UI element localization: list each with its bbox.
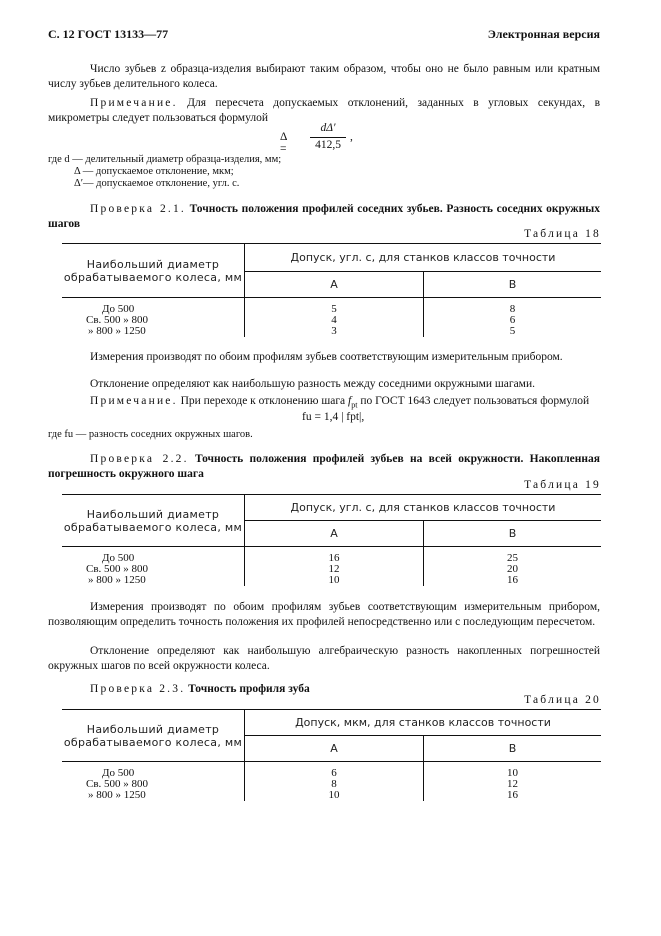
table20-header-a: А: [245, 736, 424, 762]
section1-note-text: При переходе к отклонению шага: [180, 395, 346, 407]
table20-header-tolerance: Допуск, мкм, для станков классов точности: [245, 710, 602, 736]
table18-header-b: В: [424, 272, 602, 298]
table20-row2-a: 8: [245, 779, 424, 790]
table18-row1-b: 8: [509, 302, 516, 315]
section1-note-label: Примечание.: [90, 395, 178, 407]
table-20: [62, 709, 601, 801]
section1-note-var: f: [348, 395, 352, 407]
section2-title: Точность положения профилей зубьев на всей окружности. Накопленная погрешность окружного шага: [48, 453, 600, 480]
table19-header-a: А: [245, 521, 424, 547]
table18-row1-a: 5: [245, 304, 424, 315]
section1-note: [48, 394, 600, 412]
table19-header-tolerance: Допуск, угл. с, для станков классов точности: [245, 495, 602, 521]
table20-row1-a: 6: [245, 768, 424, 779]
table18-caption: Таблица 18: [524, 228, 601, 240]
formula-bar: [310, 137, 346, 138]
table20-row1-d: До 500: [62, 768, 245, 779]
table-row: [62, 304, 601, 315]
page-header-right: Электронная версия: [487, 27, 600, 41]
table-row: [62, 553, 601, 564]
where-delta-prime: Δ′— допускаемое отклонение, угл. с.: [74, 178, 240, 189]
table19-row3-a: 10: [245, 575, 424, 586]
where-d: где d — делительный диаметр образца-изделия, мм;: [48, 154, 282, 165]
section1-formula: fu = 1,4 | fpt|,: [302, 411, 365, 423]
table-row: [62, 768, 601, 779]
table19-row2-a: 12: [245, 564, 424, 575]
section3-title: Точность профиля зуба: [188, 683, 310, 695]
formula-numerator: dΔ′: [320, 122, 336, 134]
table19-caption: Таблица 19: [524, 479, 601, 491]
table20-row1-b: 10: [507, 766, 518, 779]
table19-row1-d: До 500: [62, 553, 245, 564]
table20-header-b: В: [424, 736, 602, 762]
table18-row1-d: До 500: [62, 304, 245, 315]
note-label: Примечание.: [90, 97, 178, 109]
table18-row2-a: 4: [245, 315, 424, 326]
table18-header-a: А: [245, 272, 424, 298]
formula-lhs: Δ =: [280, 131, 287, 155]
section1-note-tail: по ГОСТ 1643 следует пользоваться формулой: [360, 395, 590, 407]
section3-label: Проверка 2.3.: [90, 683, 186, 695]
table20-row3-b: 16: [507, 788, 518, 801]
intro-paragraph: Число зубьев z образца-изделия выбирают таким образом, чтобы оно не было равным или кратным числу зубьев делительного колеса.: [48, 63, 600, 90]
table-19: [62, 494, 601, 586]
section1-heading: [48, 202, 600, 232]
table18-row2-b: 6: [509, 313, 516, 326]
table19-row3-b: 16: [507, 573, 518, 586]
table20-row2-d: Св. 500 » 800: [62, 779, 245, 790]
section2-para1: Измерения производят по обоим профилям зубьев соответствующим измерительным прибором, позволяющим определить точность положения их профилей непосредственно или с последующим пересчетом.: [48, 601, 600, 628]
table18-row3-d: » 800 » 1250: [62, 326, 245, 337]
section1-label: Проверка 2.1.: [90, 203, 187, 215]
table19-row2-d: Св. 500 » 800: [62, 564, 245, 575]
table-row: [62, 326, 601, 337]
section1-para2: Отклонение определяют как наибольшую разность между соседними окружными шагами.: [90, 378, 535, 390]
table19-row1-b: 25: [507, 551, 518, 564]
table-row: [62, 575, 601, 586]
table-18: [62, 243, 601, 337]
table18-header-tolerance: Допуск, угл. с, для станков классов точности: [245, 244, 602, 272]
table20-row2-b: 12: [507, 777, 518, 790]
table-row: [62, 779, 601, 790]
table-row: [62, 315, 601, 326]
table19-row3-d: » 800 » 1250: [62, 575, 245, 586]
table18-row2-d: Св. 500 » 800: [62, 315, 245, 326]
table20-header-diameter: Наибольший диаметр обрабатываемого колеса, мм: [62, 710, 245, 762]
section1-para1: Измерения производят по обоим профилям зубьев соответствующим измерительным прибором.: [90, 351, 563, 363]
section1-note-sub: pt: [351, 400, 358, 410]
page-header-left: С. 12 ГОСТ 13133—77: [48, 27, 169, 41]
section1-title: Точность положения профилей соседних зубьев. Разность соседних окружных шагов: [48, 203, 600, 230]
table19-row2-b: 20: [507, 562, 518, 575]
section2-label: Проверка 2.2.: [90, 453, 189, 465]
table18-header-diameter: Наибольший диаметр обрабатываемого колеса, мм: [62, 244, 245, 298]
table18-row3-b: 5: [509, 324, 516, 337]
section2-heading: [48, 452, 600, 482]
section1-where: где fu — разность соседних окружных шагов.: [48, 429, 253, 440]
section2-para2: Отклонение определяют как наибольшую алгебраическую разность накопленных погрешностей окружных шагов по всей окружности колеса.: [48, 645, 600, 672]
table19-header-b: В: [424, 521, 602, 547]
where-delta: Δ — допускаемое отклонение, мкм;: [74, 166, 234, 177]
table20-row3-a: 10: [245, 790, 424, 801]
formula-tail: ,: [350, 131, 353, 143]
table19-header-diameter: Наибольший диаметр обрабатываемого колеса, мм: [62, 495, 245, 547]
section3-heading: [48, 682, 600, 697]
table-row: [62, 564, 601, 575]
table20-row3-d: » 800 » 1250: [62, 790, 245, 801]
table-row: [62, 790, 601, 801]
table18-row3-a: 3: [245, 326, 424, 337]
note-text: Для пересчета допускаемых отклонений, заданных в угловых секундах, в микрометры следует пользоваться формулой: [48, 97, 600, 124]
formula-denominator: 412,5: [315, 139, 341, 151]
table20-caption: Таблица 20: [524, 694, 601, 706]
table19-row1-a: 16: [245, 553, 424, 564]
